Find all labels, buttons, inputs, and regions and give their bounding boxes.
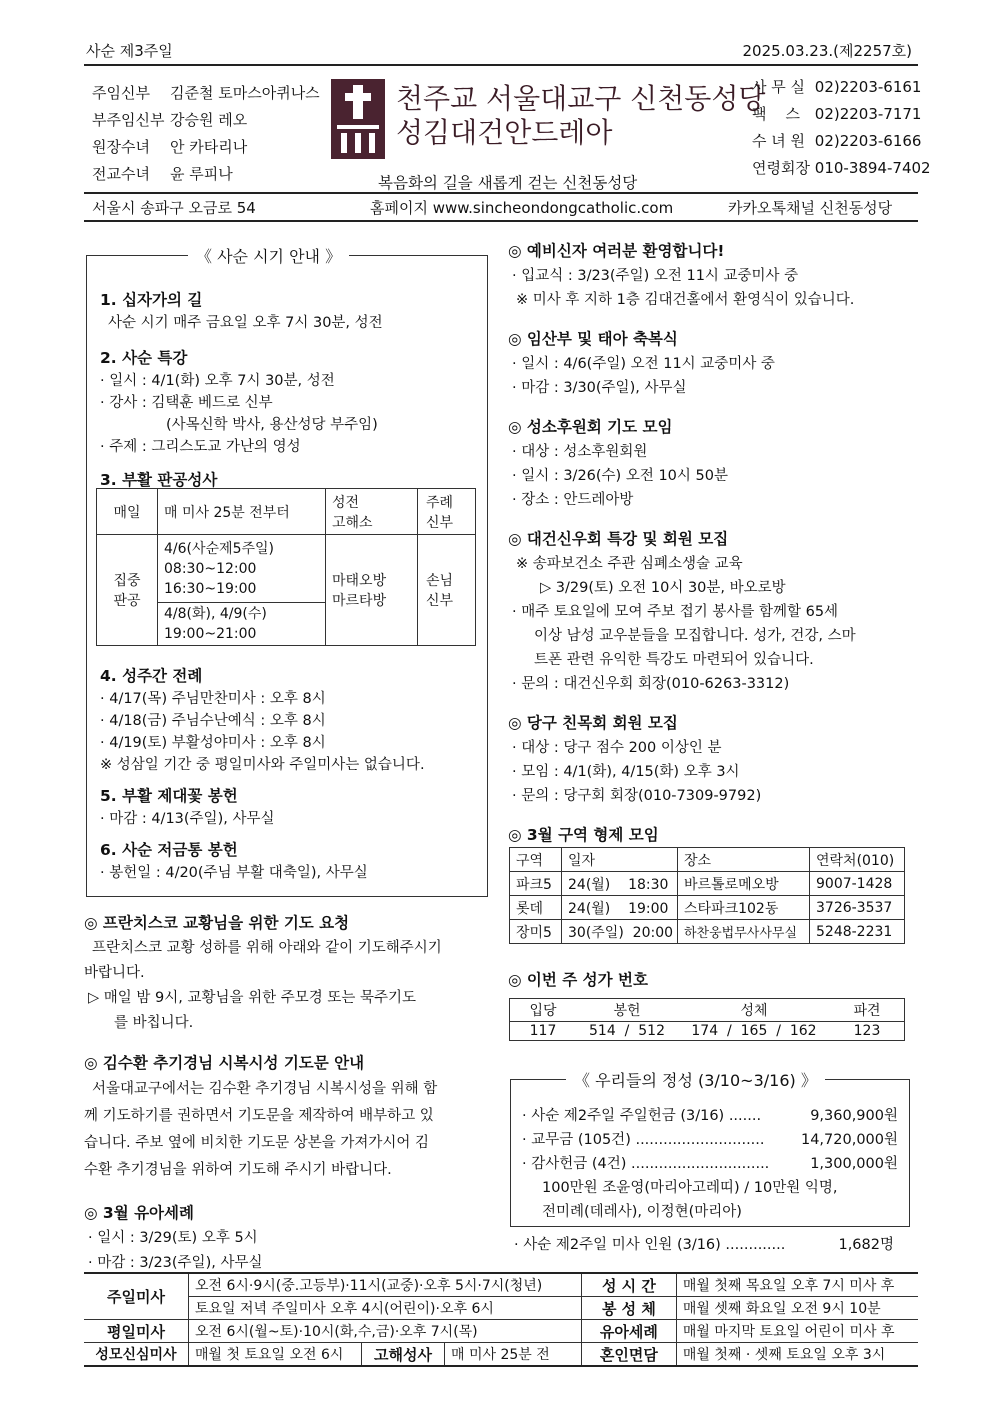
attendance-row (514, 1234, 894, 1256)
welcome-title: ◎ 예비신자 여러분 환영합니다! (508, 242, 725, 260)
table-cell-line: 16:30~19:00 (164, 580, 257, 597)
schedule-label: 유아세례 (581, 1320, 676, 1343)
district-cell: 하찬웅법무사사무실 (678, 920, 810, 944)
church-logo (331, 79, 385, 159)
dgs-line: ※ 송파보건소 주관 심폐소생술 교육 (516, 556, 743, 572)
sanctity-line: · 대상 : 성소후원회원 (512, 444, 648, 460)
schedule-value: 토요일 저녁 주일미사 오후 4시(어린이)·오후 6시 (189, 1297, 582, 1320)
lent-s6-title: 6. 사순 저금통 봉헌 (100, 841, 238, 859)
kakao-channel: 카카오톡채널 신천동성당 (728, 199, 893, 217)
contact-label: 팩 스 (752, 105, 801, 123)
contact-value: 02)2203-6161 (814, 78, 922, 96)
contact-value: 02)2203-7171 (814, 105, 922, 123)
table-cell-line: 신부 (426, 593, 454, 609)
issue-date: 2025.03.23.(제2257호) (742, 42, 912, 60)
district-cell: 파크5 (510, 872, 562, 896)
district-cell: 24(월) 18:30 (562, 872, 678, 896)
lent-s2-line: (사목신학 박사, 용산성당 부주임) (166, 417, 378, 433)
schedule-label: 고해성사 (362, 1343, 445, 1367)
church-emblem-icon (331, 79, 385, 159)
district-cell: 롯데 (510, 896, 562, 920)
schedule-value: 매월 첫 토요일 오전 6시 (189, 1343, 362, 1367)
district-cell: 24(월) 19:00 (562, 896, 678, 920)
offering-value: 1,300,000원 (810, 1156, 898, 1172)
lent-s6-line: · 봉헌일 : 4/20(주님 부활 대축일), 사무실 (100, 865, 368, 881)
table-row (510, 872, 905, 896)
table-cell-line: 4/6(사순제5주일) (164, 540, 274, 557)
district-header: 일자 (562, 848, 678, 872)
table-cell (418, 535, 476, 646)
church-title-line1: 천주교 서울대교구 신천동성당 (396, 82, 766, 115)
schedule-value: 오전 6시·9시(중.고등부)·11시(교중)·오후 5시·7시(청년) (189, 1273, 582, 1297)
district-table (509, 847, 905, 944)
week-label: 사순 제3주일 (86, 42, 173, 60)
church-title (396, 82, 765, 150)
table-cell (158, 603, 326, 646)
hymn-title: ◎ 이번 주 성가 번호 (508, 971, 648, 989)
pope-line: 바랍니다. (84, 965, 145, 981)
table-header-line: 신부 (426, 514, 454, 531)
pope-line: ▷ 매일 밤 9시, 교황님을 위한 주모경 또는 묵주기도 (88, 990, 416, 1006)
lent-s1-title: 1. 십자가의 길 (100, 291, 203, 309)
hymn-number: 117 (529, 1023, 557, 1039)
offering-note: 100만원 조윤영(마리아고레띠) / 10만원 익명, (542, 1180, 838, 1196)
schedule-label: 혼인면담 (581, 1343, 676, 1367)
table-cell-line: 4/8(화), 4/9(수) (164, 606, 267, 622)
contact-value: 02)2203-6166 (814, 132, 922, 150)
lent-s1-line: 사순 시기 매주 금요일 오후 7시 30분, 성전 (108, 315, 383, 331)
lent-s4-line: · 4/19(토) 부활성야미사 : 오후 8시 (100, 735, 326, 751)
kim-line: 께 기도하기를 권하면서 기도문을 제작하여 배부하고 있 (84, 1108, 434, 1124)
attendance-value: 1,682명 (838, 1237, 894, 1253)
offering-value: 9,360,900원 (810, 1108, 898, 1124)
district-cell: 바르톨로메오방 (678, 872, 810, 896)
lent-s2-line: · 일시 : 4/1(화) 오후 7시 30분, 성전 (100, 373, 335, 389)
pregnant-title: ◎ 임산부 및 태아 축복식 (508, 330, 678, 348)
staff-list (92, 80, 320, 188)
offering-value: 14,720,000원 (800, 1132, 898, 1148)
dgs-line: · 매주 토요일에 모여 주보 접기 봉사를 함께할 65세 (512, 604, 839, 620)
pope-line: 프란치스코 교황 성하를 위해 아래와 같이 기도해주시기 (92, 940, 442, 956)
contact-label: 연령회장 (752, 159, 810, 177)
confession-table (96, 488, 476, 646)
welcome-line: · 입교식 : 3/23(주일) 오전 11시 교중미사 중 (512, 268, 799, 284)
baptism-title: ◎ 3월 유아세례 (84, 1204, 194, 1222)
lent-s5-line: · 마감 : 4/13(주일), 사무실 (100, 811, 275, 827)
dgs-line: ▷ 3/29(토) 오전 10시 30분, 바오로방 (540, 580, 786, 596)
sanctity-line: · 일시 : 3/26(수) 오전 10시 50분 (512, 468, 728, 484)
pope-title: ◎ 프란치스코 교황님을 위한 기도 요청 (84, 914, 350, 932)
table-header (326, 489, 418, 535)
schedule-value: 매월 첫째 · 셋째 토요일 오후 3시 (676, 1343, 918, 1367)
contact-value: 010-3894-7402 (814, 159, 931, 177)
table-header: 매 미사 25분 전부터 (158, 489, 326, 535)
district-cell: 5248-2231 (810, 920, 905, 944)
district-header: 연락처(010) (810, 848, 905, 872)
offering-note: 전미례(데레사), 이정현(마리아) (542, 1204, 742, 1220)
district-cell: 9007-1428 (810, 872, 905, 896)
schedule-label: 봉 성 체 (581, 1297, 676, 1320)
district-cell: 스타파크102동 (678, 896, 810, 920)
staff-role: 원장수녀 (92, 138, 150, 156)
contact-label: 사 무 실 (752, 78, 806, 96)
hymn-header: 파견 (853, 1003, 881, 1019)
table-cell-line: 판공 (113, 593, 141, 609)
pregnant-line: · 일시 : 4/6(주일) 오전 11시 교중미사 중 (512, 356, 775, 372)
staff-role: 전교수녀 (92, 165, 150, 183)
hymn-header: 봉헌 (613, 1003, 641, 1019)
dgs-line: 이상 남성 교우분들을 모집합니다. 성가, 건강, 스마 (534, 628, 856, 644)
mass-schedule-table (84, 1272, 918, 1367)
billiards-title: ◎ 당구 친목회 회원 모집 (508, 714, 678, 732)
address: 서울시 송파구 오금로 54 (92, 199, 256, 217)
staff-name: 강승원 레오 (170, 111, 248, 129)
hymn-number: 514 / 512 (589, 1023, 665, 1039)
schedule-value: 매월 마지막 토요일 어린이 미사 후 (676, 1320, 918, 1343)
offering-row (522, 1104, 898, 1128)
lent-s2-line: · 주제 : 그리스도교 가난의 영성 (100, 439, 301, 455)
lent-s3-title: 3. 부활 판공성사 (100, 471, 218, 489)
staff-role: 주임신부 (92, 84, 150, 102)
schedule-value: 매 미사 25분 전 (445, 1343, 582, 1367)
church-title-line2: 성김대건안드레아 (396, 116, 613, 149)
kim-line: 수환 추기경님을 위하여 기도해 주시기 바랍니다. (84, 1162, 392, 1178)
table-row (510, 920, 905, 944)
schedule-label: 주일미사 (84, 1273, 189, 1320)
table-cell-line: 08:30~12:00 (164, 560, 257, 577)
dgs-title: ◎ 대건신우회 특강 및 회원 모집 (508, 530, 729, 548)
lent-s4-line: ※ 성삼일 기간 중 평일미사와 주일미사는 없습니다. (100, 757, 425, 773)
lent-s4-line: · 4/17(목) 주님만찬미사 : 오후 8시 (100, 691, 326, 707)
staff-name: 윤 루피나 (170, 165, 233, 183)
staff-name: 김준철 토마스아퀴나스 (170, 84, 320, 102)
pope-line: 를 바칩니다. (114, 1015, 194, 1031)
billiards-line: · 문의 : 당구회 회장(010-7309-9792) (512, 788, 762, 804)
offering-row (522, 1128, 898, 1152)
table-cell (158, 535, 326, 603)
table-cell-line: 마르타방 (332, 593, 387, 609)
slogan: 복음화의 길을 새롭게 걷는 신천동성당 (378, 174, 638, 192)
attendance-label: · 사순 제2주일 미사 인원 (3/16) ............. (514, 1237, 786, 1253)
hymn-header: 입당 (529, 1003, 557, 1019)
lent-s4-line: · 4/18(금) 주님수난예식 : 오후 8시 (100, 713, 326, 729)
schedule-label: 평일미사 (84, 1320, 189, 1343)
homepage-link[interactable]: 홈페이지 www.sincheondongcatholic.com (370, 199, 674, 217)
offering-label: · 감사헌금 (4건) .............................. (522, 1156, 770, 1172)
district-header: 장소 (678, 848, 810, 872)
contact-label: 수 녀 원 (752, 132, 806, 150)
billiards-line: · 대상 : 당구 점수 200 이상인 분 (512, 740, 722, 756)
district-cell: 30(주일) 20:00 (562, 920, 678, 944)
table-row (510, 896, 905, 920)
offering-label: · 교무금 (105건) ............................ (522, 1132, 765, 1148)
district-title: ◎ 3월 구역 형제 모임 (508, 826, 659, 844)
schedule-label: 성모신심미사 (84, 1343, 189, 1367)
pregnant-line: · 마감 : 3/30(주일), 사무실 (512, 380, 687, 396)
sanctity-line: · 장소 : 안드레아방 (512, 492, 634, 508)
billiards-line: · 모임 : 4/1(화), 4/15(화) 오후 3시 (512, 764, 740, 780)
lent-title: 《 사순 시기 안내 》 (188, 244, 349, 267)
table-cell-line: 집중 (113, 573, 141, 589)
district-cell: 3726-3537 (810, 896, 905, 920)
lent-s4-title: 4. 성주간 전례 (100, 667, 203, 685)
contact-list (752, 74, 931, 182)
table-cell-line: 손님 (426, 573, 454, 589)
dgs-line: 트폰 관련 유익한 특강도 마련되어 있습니다. (534, 652, 814, 668)
kim-title: ◎ 김수환 추기경님 시복시성 기도문 안내 (84, 1054, 365, 1072)
table-header: 매일 (97, 489, 158, 535)
hymn-header: 성체 (740, 1003, 768, 1019)
dgs-line: · 문의 : 대건신우회 회장(010-6263-3312) (512, 676, 790, 692)
baptism-line: · 마감 : 3/23(주일), 사무실 (88, 1255, 263, 1271)
table-cell-line: 19:00~21:00 (164, 626, 257, 642)
table-header-line: 성전 (332, 494, 360, 511)
staff-role: 부주임신부 (92, 111, 165, 129)
sanctity-title: ◎ 성소후원회 기도 모임 (508, 418, 673, 436)
schedule-value: 오전 6시(월~토)·10시(화,수,금)·오후 7시(목) (189, 1320, 582, 1343)
welcome-line: ※ 미사 후 지하 1층 김대건홀에서 환영식이 있습니다. (516, 292, 855, 308)
table-cell (326, 535, 418, 646)
schedule-value: 매월 셋째 화요일 오전 9시 10분 (676, 1297, 918, 1320)
lent-s2-line: · 강사 : 김택훈 베드로 신부 (100, 395, 273, 411)
district-cell: 장미5 (510, 920, 562, 944)
district-header: 구역 (510, 848, 562, 872)
table-cell (97, 535, 158, 646)
hymn-number: 174 / 165 / 162 (691, 1023, 817, 1039)
schedule-label: 성 시 간 (581, 1273, 676, 1297)
table-header-line: 고해소 (332, 514, 373, 531)
table-header-line: 주례 (426, 494, 454, 511)
baptism-line: · 일시 : 3/29(토) 오후 5시 (88, 1230, 258, 1246)
table-header (418, 489, 476, 535)
staff-name: 안 카타리나 (170, 138, 248, 156)
lent-s5-title: 5. 부활 제대꽃 봉헌 (100, 787, 238, 805)
offering-title: 《 우리들의 정성 (3/10~3/16) 》 (566, 1068, 825, 1091)
kim-line: 습니다. 주보 옆에 비치한 기도문 상본을 가져가시어 김 (84, 1135, 430, 1151)
lent-s2-title: 2. 사순 특강 (100, 349, 188, 367)
offering-label: · 사순 제2주일 주일헌금 (3/16) ....... (522, 1108, 762, 1124)
hymn-number: 123 (853, 1023, 881, 1039)
table-cell-line: 마태오방 (332, 573, 387, 589)
hymn-table (509, 998, 905, 1041)
kim-line: 서울대교구에서는 김수환 추기경님 시복시성을 위해 함 (92, 1081, 438, 1097)
offering-row (522, 1152, 898, 1176)
schedule-value: 매월 첫째 목요일 오후 7시 미사 후 (676, 1273, 918, 1297)
